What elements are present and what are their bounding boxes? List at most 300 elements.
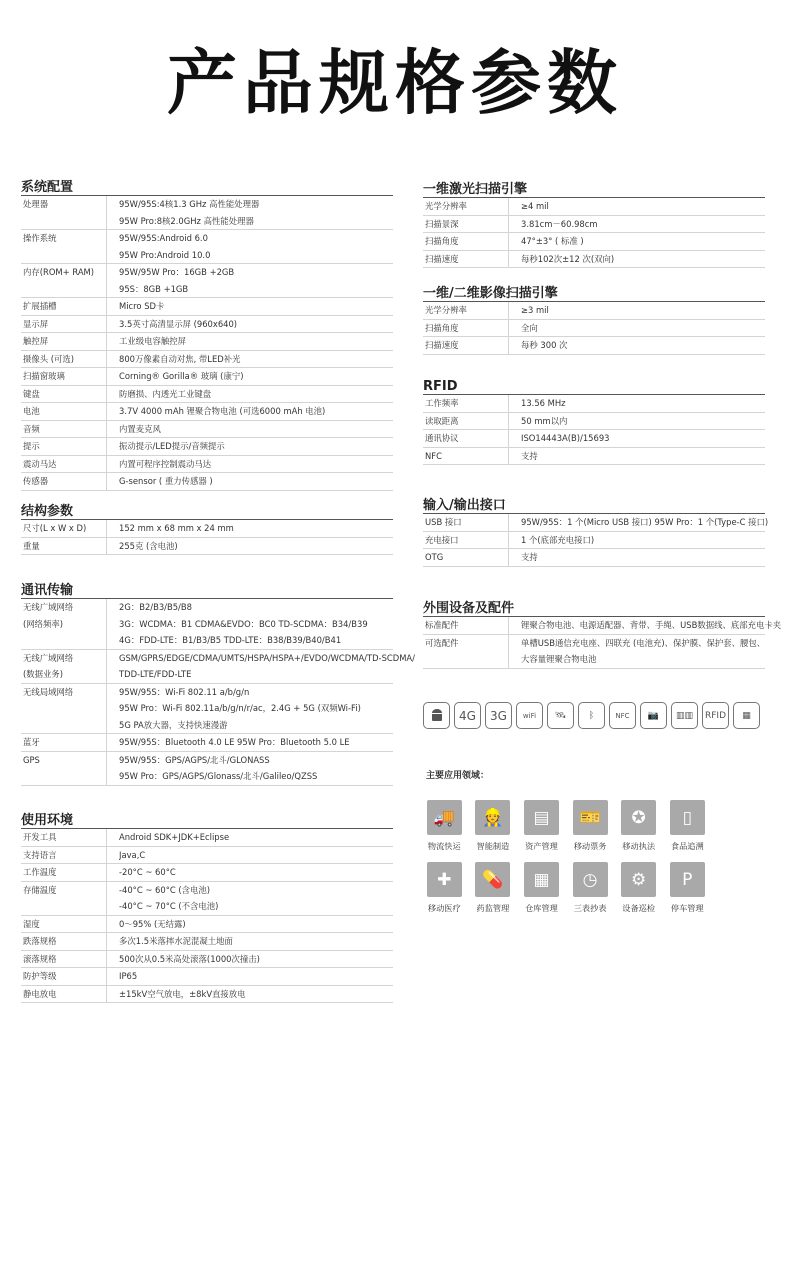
application-item <box>469 862 518 914</box>
spec-value: 多次1.5米落摔水泥混凝土地面 <box>119 936 233 946</box>
spec-label-text: 无线广域网络 <box>23 652 74 663</box>
spec-label <box>21 421 107 438</box>
spec-values <box>107 264 393 297</box>
spec-label <box>423 413 509 430</box>
spec-value: -40°C ~ 60°C (含电池) <box>119 884 211 895</box>
spec-row <box>423 395 765 413</box>
spec-values <box>107 386 393 403</box>
spec-label <box>21 684 107 734</box>
spec-label <box>423 549 509 566</box>
spec-label-text: 音频 <box>23 423 40 434</box>
spec-label <box>21 230 107 263</box>
applications-grid <box>420 800 720 914</box>
spec-label-text: 内存(ROM+ RAM) <box>23 267 95 277</box>
spec-values <box>107 864 393 881</box>
spec-value: 内置麦克风 <box>119 423 161 434</box>
spec-label-text: (数据业务) <box>23 669 64 679</box>
spec-values <box>509 635 765 668</box>
spec-row <box>21 752 393 786</box>
spec-value: 50 mm以内 <box>521 415 568 426</box>
application-item <box>566 862 615 914</box>
spec-row <box>423 251 765 269</box>
spec-value: 95W Pro：GPS/AGPS/Glonass/北斗/Galileo/QZSS <box>119 771 318 781</box>
spec-values <box>107 734 393 751</box>
spec-value: TDD-LTE/FDD-LTE <box>119 669 192 679</box>
spec-label <box>423 514 509 531</box>
section-title: 输入/输出接口 <box>423 497 765 514</box>
spec-values <box>509 448 765 465</box>
spec-row <box>21 916 393 934</box>
application-label: 移动票务 <box>573 841 607 851</box>
spec-value: ≥4 mil <box>521 201 549 211</box>
spec-values <box>107 421 393 438</box>
spec-values <box>509 198 765 215</box>
spec-label <box>423 448 509 465</box>
spec-label-text: 扫描速度 <box>425 253 459 264</box>
spec-values <box>509 337 765 354</box>
spec-row <box>423 514 769 532</box>
spec-value: 95W/95S:4核1.3 GHz 高性能处理器 <box>119 199 260 209</box>
spec-values <box>107 316 393 333</box>
spec-value: Android SDK+JDK+Eclipse <box>119 832 230 842</box>
spec-values <box>509 302 765 319</box>
spec-row <box>21 951 393 969</box>
spec-values <box>107 882 393 915</box>
spec-row <box>21 333 393 351</box>
spec-label-text: (网络频率) <box>23 618 64 629</box>
applications-title: 主要应用领域： <box>426 771 490 781</box>
spec-label <box>21 847 107 864</box>
spec-label-text <box>425 651 508 668</box>
section-system-config <box>21 179 393 491</box>
spec-value: 500次从0.5米高处滚落(1000次撞击) <box>119 953 260 964</box>
spec-label-text: 支持语言 <box>23 849 57 860</box>
section-title: 系统配置 <box>21 179 393 196</box>
spec-label-text: 操作系统 <box>23 233 57 243</box>
spec-label-text: 摄像头 (可选) <box>23 353 75 364</box>
spec-label-text: OTG <box>425 552 444 562</box>
spec-label <box>21 650 107 683</box>
spec-values <box>509 320 765 337</box>
application-item <box>469 800 518 852</box>
spec-label-text: 开发工具 <box>23 832 57 842</box>
spec-label-text: 扫描角度 <box>425 236 459 246</box>
spec-label-text: 尺寸(L x W x D) <box>23 523 87 533</box>
spec-value: 支持 <box>521 450 538 461</box>
spec-label-text: 触控屏 <box>23 336 49 346</box>
spec-label <box>423 198 509 215</box>
spec-value: 95W/95S：Bluetooth 4.0 LE 95W Pro：Bluetooth 5.0 LE <box>119 737 350 747</box>
spec-value: Java,C <box>119 849 146 860</box>
spec-value: 0～95% (无结露) <box>119 918 186 929</box>
spec-value: 每秒 300 次 <box>521 340 568 350</box>
spec-label <box>423 430 509 447</box>
spec-label <box>423 395 509 412</box>
spec-value: ISO14443A(B)/15693 <box>521 433 610 443</box>
spec-values <box>107 916 393 933</box>
spec-row <box>423 302 765 320</box>
spec-value: 3.5英寸高清显示屏 (960x640) <box>119 318 238 329</box>
section-rfid <box>423 378 765 465</box>
spec-label <box>21 438 107 455</box>
spec-values <box>107 538 393 555</box>
spec-label-text: 光学分辨率 <box>425 305 467 315</box>
spec-label-text <box>23 632 106 649</box>
section-title: 结构参数 <box>21 503 393 520</box>
spec-label-text: 可选配件 <box>425 637 459 648</box>
spec-label <box>21 264 107 297</box>
spec-value: 95W/95S：Wi-Fi 802.11 a/b/g/n <box>119 686 250 697</box>
spec-row <box>21 933 393 951</box>
spec-values <box>107 752 393 785</box>
spec-value: ±15kV空气放电，±8kV直接放电 <box>119 988 246 999</box>
section-title: 一维激光扫描引擎 <box>423 181 765 198</box>
spec-label <box>21 951 107 968</box>
spec-value: Micro SD卡 <box>119 301 165 311</box>
spec-row <box>21 403 393 421</box>
parking-icon: P <box>670 862 705 897</box>
spec-label <box>21 752 107 785</box>
spec-label-text: 工作频率 <box>425 398 459 408</box>
spec-label <box>21 734 107 751</box>
spec-label <box>21 599 107 649</box>
spec-values <box>107 473 393 490</box>
spec-row <box>423 413 765 431</box>
spec-row <box>21 298 393 316</box>
spec-values <box>107 456 393 473</box>
application-item <box>420 800 469 852</box>
spec-label <box>21 882 107 915</box>
spec-value: 95W Pro：Wi-Fi 802.11a/b/g/n/r/ac，2.4G + 5G (双频Wi-Fi) <box>119 703 361 713</box>
spec-label <box>423 337 509 354</box>
feature-icon-bar <box>423 702 760 729</box>
4g-icon: 4G <box>454 702 481 729</box>
spec-value: 95W/95W Pro：16GB +2GB <box>119 267 235 277</box>
spec-label-text: 无线广域网络 <box>23 602 74 612</box>
spec-value: GSM/GPRS/EDGE/CDMA/UMTS/HSPA/HSPA+/EVDO/WCDMA/TD-SCDMA/ <box>119 652 415 663</box>
spec-values <box>107 684 393 734</box>
spec-label <box>21 351 107 368</box>
spec-row <box>21 986 393 1004</box>
spec-label-text: 存储温度 <box>23 884 57 895</box>
spec-label-text: 充电接口 <box>425 534 459 545</box>
spec-values <box>107 599 393 649</box>
application-item <box>614 862 663 914</box>
spec-value: G-sensor ( 重力传感器 ) <box>119 476 213 486</box>
spec-row <box>21 368 393 386</box>
spec-row <box>21 847 393 865</box>
spec-value: 防磨损、内透光工业键盘 <box>119 388 212 399</box>
section-laser-engine <box>423 181 765 268</box>
spec-values <box>107 933 393 950</box>
spec-row <box>423 532 765 550</box>
spec-value: 大容量锂聚合物电池 <box>521 654 597 664</box>
nurse-icon: ✚ <box>427 862 462 897</box>
pill-icon: 💊 <box>475 862 510 897</box>
application-label: 食品追溯 <box>670 841 704 851</box>
assets-icon: ▤ <box>524 800 559 835</box>
spec-row <box>21 538 393 556</box>
spec-row <box>423 198 765 216</box>
application-item <box>566 800 615 852</box>
spec-label-text: USB 接口 <box>425 517 462 527</box>
spec-label-text: 提示 <box>23 441 40 451</box>
application-item <box>420 862 469 914</box>
spec-label-text: 处理器 <box>23 199 49 209</box>
spec-row <box>21 438 393 456</box>
camera-icon: 📷 <box>640 702 667 729</box>
spec-label <box>423 635 509 668</box>
spec-value: 支持 <box>521 552 538 562</box>
spec-row <box>21 650 415 684</box>
nfc-icon: NFC <box>609 702 636 729</box>
spec-values <box>509 233 765 250</box>
spec-label-text: NFC <box>425 450 442 461</box>
gears-icon: ⚙ <box>621 862 656 897</box>
spec-values <box>509 216 765 233</box>
spec-label <box>423 233 509 250</box>
application-item <box>517 800 566 852</box>
spec-value: 锂聚合物电池、电源适配器、背带、手绳、USB数据线、底部充电卡夹 <box>521 620 782 630</box>
spec-value: 255克 (含电池) <box>119 540 178 551</box>
spec-value: 95W Pro:8核2.0GHz 高性能处理器 <box>119 215 254 226</box>
spec-values <box>509 395 765 412</box>
spec-value: 95W Pro:Android 10.0 <box>119 249 211 260</box>
spec-values <box>509 514 768 531</box>
section-communication <box>21 582 415 786</box>
spec-label <box>423 216 509 233</box>
spec-row <box>423 216 765 234</box>
application-item <box>663 800 712 852</box>
spec-label <box>21 333 107 350</box>
spec-value: IP65 <box>119 971 138 981</box>
spec-value: 3.81cm－60.98cm <box>521 218 598 229</box>
worker-icon: 👷 <box>475 800 510 835</box>
spec-label-text: 电池 <box>23 406 40 416</box>
spec-values <box>509 251 765 268</box>
spec-label-text: 无线局域网络 <box>23 686 74 697</box>
spec-row <box>21 520 393 538</box>
spec-label <box>21 829 107 846</box>
spec-label-text: 显示屏 <box>23 318 49 329</box>
spec-row <box>423 549 765 567</box>
spec-value: 2G：B2/B3/B5/B8 <box>119 602 192 612</box>
spec-label <box>21 916 107 933</box>
spec-label-text <box>23 898 106 915</box>
section-title: 一维/二维影像扫描引擎 <box>423 285 765 302</box>
spec-row <box>423 635 765 669</box>
spec-label <box>21 538 107 555</box>
truck-icon: 🚚 <box>427 800 462 835</box>
spec-value: 工业级电容触控屏 <box>119 336 186 346</box>
spec-label <box>21 473 107 490</box>
spec-row <box>423 337 765 355</box>
section-imager-engine <box>423 285 765 355</box>
application-label: 移动执法 <box>622 841 656 851</box>
spec-row <box>21 473 393 491</box>
spec-label-text: 扫描景深 <box>425 218 459 229</box>
spec-row <box>21 264 393 298</box>
spec-values <box>107 520 393 537</box>
spec-value: 全向 <box>521 322 538 333</box>
section-structure <box>21 503 393 555</box>
spec-values <box>107 968 393 985</box>
spec-label-text: 键盘 <box>23 388 40 399</box>
spec-label-text: 扩展插槽 <box>23 301 57 311</box>
spec-values <box>509 617 781 634</box>
spec-row <box>21 864 393 882</box>
spec-value: 800万像素自动对焦, 带LED补光 <box>119 353 241 364</box>
spec-label <box>21 968 107 985</box>
application-item <box>663 862 712 914</box>
spec-value: 振动提示/LED提示/音频提示 <box>119 441 225 451</box>
spec-values <box>509 549 765 566</box>
spec-label <box>21 933 107 950</box>
spec-row <box>21 456 393 474</box>
spec-label-text: 通讯协议 <box>425 433 459 443</box>
spec-label-text: 湿度 <box>23 918 40 929</box>
spec-row <box>423 320 765 338</box>
spec-values <box>107 829 393 846</box>
spec-values <box>107 368 393 385</box>
spec-value: 5G PA放大器，支持快速漫游 <box>119 719 228 730</box>
spec-value: 3.7V 4000 mAh 锂聚合物电池 (可选6000 mAh 电池) <box>119 406 326 416</box>
spec-row <box>21 684 393 735</box>
spec-label <box>21 520 107 537</box>
spec-values <box>107 986 393 1003</box>
spec-label-text: 读取距离 <box>425 415 459 426</box>
spec-values <box>107 951 393 968</box>
spec-row <box>21 386 393 404</box>
spec-value: 每秒102次±12 次(双向) <box>521 253 615 264</box>
spec-value: 152 mm x 68 mm x 24 mm <box>119 523 234 533</box>
spec-label <box>21 986 107 1003</box>
spec-row <box>21 421 393 439</box>
spec-label-text: GPS <box>23 754 40 765</box>
rfid-icon: RFID <box>702 702 729 729</box>
spec-label-text: 重量 <box>23 540 40 551</box>
page-title: 产品规格参数 <box>167 42 623 124</box>
spec-value: -40°C ~ 70°C (不含电池) <box>119 901 219 911</box>
3g-icon: 3G <box>485 702 512 729</box>
spec-values <box>107 847 393 864</box>
spec-value: 95W/95S：GPS/AGPS/北斗/GLONASS <box>119 754 270 765</box>
emblem-icon: ✪ <box>621 800 656 835</box>
application-label: 药监管理 <box>476 903 510 913</box>
qrcode-icon: ▦ <box>733 702 760 729</box>
spec-values <box>509 413 765 430</box>
spec-label-text: 蓝牙 <box>23 737 40 747</box>
spec-label-text: 扫描速度 <box>425 340 459 350</box>
spec-row <box>21 196 393 230</box>
spec-label-text: 跌落规格 <box>23 936 57 946</box>
spec-label-text: 标准配件 <box>425 620 459 630</box>
spec-row <box>21 599 393 650</box>
spec-value: 单槽USB通信充电座、四联充 (电池充)、保护膜、保护套、腰包、 <box>521 637 766 648</box>
spec-row <box>423 448 765 466</box>
spec-values <box>107 196 393 229</box>
spec-row <box>21 230 393 264</box>
spec-value: 内置可程序控制震动马达 <box>119 458 212 469</box>
application-label: 停车管理 <box>670 903 704 913</box>
spec-row <box>21 351 393 369</box>
spec-label-text: 震动马达 <box>23 458 57 469</box>
spec-label <box>21 386 107 403</box>
spec-label <box>21 298 107 315</box>
spec-value: 3G：WCDMA：B1 CDMA&EVDO：BC0 TD-SCDMA：B34/B39 <box>119 618 368 629</box>
spec-label <box>21 196 107 229</box>
spec-label <box>423 617 509 634</box>
spec-row <box>423 430 765 448</box>
section-io-ports <box>423 497 769 567</box>
spec-values <box>107 438 393 455</box>
section-accessories <box>423 600 782 669</box>
spec-label <box>423 532 509 549</box>
spec-label <box>423 302 509 319</box>
spec-values <box>509 532 765 549</box>
spec-value: 95S：8GB +1GB <box>119 283 189 294</box>
spec-values <box>509 430 765 447</box>
application-label: 移动医疗 <box>427 903 461 913</box>
food-icon: ▯ <box>670 800 705 835</box>
meter-icon: ◷ <box>573 862 608 897</box>
spec-values <box>107 333 393 350</box>
spec-values <box>107 230 393 263</box>
spec-row <box>21 968 393 986</box>
spec-value: Corning® Gorilla® 玻璃 (康宁) <box>119 371 244 381</box>
spec-value: 4G：FDD-LTE：B1/B3/B5 TDD-LTE：B38/B39/B40/B41 <box>119 635 342 645</box>
section-title: 使用环境 <box>21 812 393 829</box>
spec-row <box>21 829 393 847</box>
spec-row <box>423 617 782 635</box>
application-item <box>517 862 566 914</box>
spec-row <box>423 233 765 251</box>
section-title: 通讯传输 <box>21 582 393 599</box>
spec-label-text: 工作温度 <box>23 867 57 877</box>
ticket-icon: 🎫 <box>573 800 608 835</box>
spec-value: 95W/95S:Android 6.0 <box>119 233 208 243</box>
application-item <box>614 800 663 852</box>
application-label: 资产管理 <box>525 841 558 851</box>
application-label: 仓库管理 <box>525 903 558 913</box>
spec-label <box>21 864 107 881</box>
gps-satellite-icon: 🛰 <box>547 702 574 729</box>
android-icon <box>423 702 450 729</box>
spec-label <box>21 403 107 420</box>
barcode-icon: ▥▥ <box>671 702 698 729</box>
spec-label <box>21 456 107 473</box>
section-title: 外围设备及配件 <box>423 600 765 617</box>
spec-value: 13.56 MHz <box>521 398 566 408</box>
application-label: 物流快运 <box>427 841 461 851</box>
spec-label-text: 传感器 <box>23 476 49 486</box>
bluetooth-icon: ᛒ <box>578 702 605 729</box>
spec-label-text: 静电放电 <box>23 988 57 999</box>
spec-label-text: 扫描角度 <box>425 322 459 333</box>
wifi-icon: wiFi <box>516 702 543 729</box>
application-label: 智能制造 <box>476 841 510 851</box>
spec-row <box>21 734 393 752</box>
spec-value: 47°±3° ( 标准 ) <box>521 236 584 246</box>
spec-values <box>107 298 393 315</box>
spec-label <box>423 251 509 268</box>
spec-value: 1 个(底部充电接口) <box>521 534 595 545</box>
spec-label <box>423 320 509 337</box>
spec-value: -20°C ~ 60°C <box>119 867 176 877</box>
spec-label-text: 扫描窗玻璃 <box>23 371 65 381</box>
application-label: 设备巡检 <box>622 903 656 913</box>
section-environment <box>21 812 393 1003</box>
